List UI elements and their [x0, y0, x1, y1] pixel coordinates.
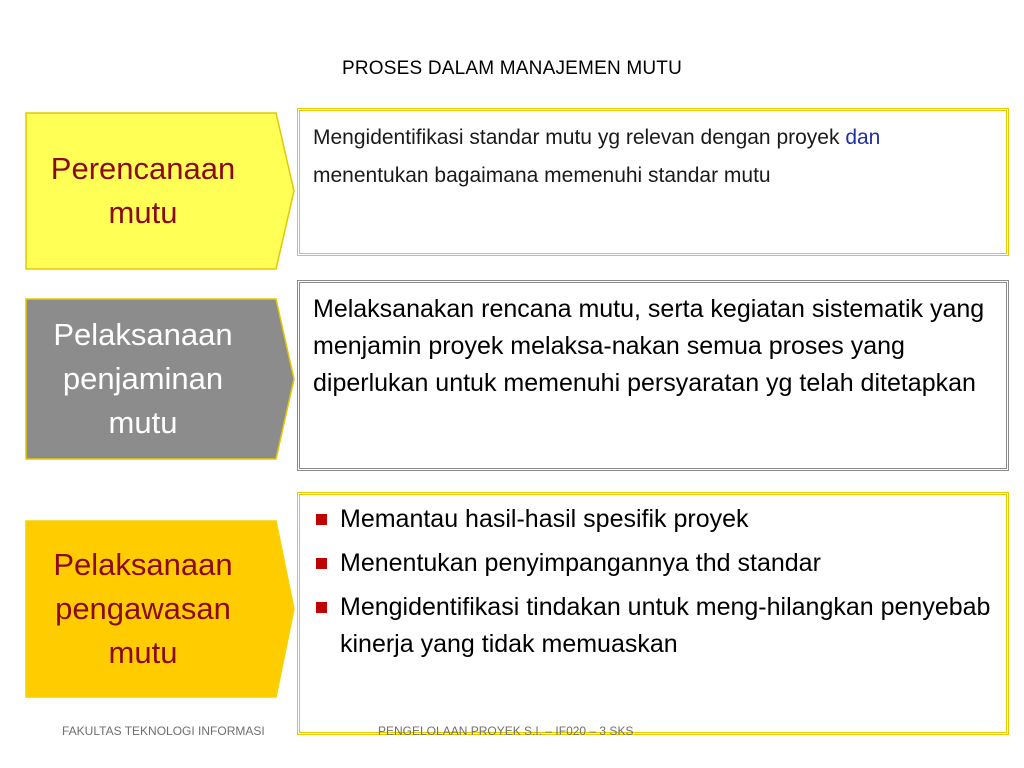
- slide-title: PROSES DALAM MANAJEMEN MUTU: [341, 58, 683, 79]
- description-box-penjaminan: [297, 280, 1009, 471]
- square-bullet-icon: [316, 602, 327, 613]
- accent-word: dan: [845, 126, 881, 149]
- footer-right: PENGELOLAAN PROYEK S.I. – IF020 – 3 SKS: [378, 724, 634, 738]
- footer-left: FAKULTAS TEKNOLOGI INFORMASI: [62, 724, 265, 738]
- step-label-pengawasan: Pelaksanaan pengawasan mutu: [53, 547, 233, 670]
- description-box-pengawasan: [297, 492, 1009, 735]
- step-shape-perencanaan: [24, 110, 296, 272]
- step-label-penjaminan: Pelaksanaan penjaminan mutu: [53, 317, 233, 440]
- bullet-list: [313, 501, 996, 670]
- step-shape-penjaminan: [24, 296, 296, 462]
- description-perencanaan: Mengidentifikasi standar mutu yg relevan dengan proyek dan menentukan bagaimana memenuhi standar mutu: [313, 126, 881, 187]
- description-box-perencanaan: [297, 108, 1009, 256]
- step-label-perencanaan: Perencanaan mutu: [50, 151, 236, 230]
- bullet-item: Mengidentifikasi tindakan untuk meng-hilangkan penyebab kinerja yang tidak memuaskan: [313, 589, 996, 663]
- step-shape-pengawasan: [24, 518, 296, 700]
- square-bullet-icon: [316, 558, 327, 569]
- description-penjaminan: Melaksanakan rencana mutu, serta kegiatan sistematik yang menjamin proyek melaksa-nakan semua proses yang diperlukan untuk memenuhi persyaratan yg telah ditetapkan: [313, 295, 985, 397]
- square-bullet-icon: [316, 514, 327, 525]
- bullet-item: Menentukan penyimpangannya thd standar: [313, 545, 996, 582]
- bullet-item: Memantau hasil-hasil spesifik proyek: [313, 501, 996, 538]
